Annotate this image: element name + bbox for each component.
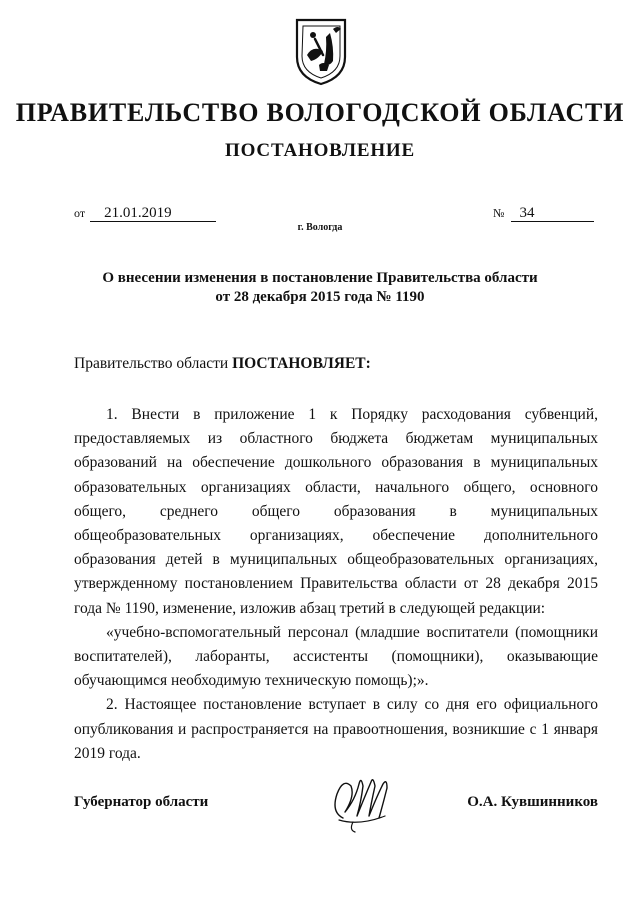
document-number: 34 xyxy=(511,205,594,222)
preamble-decree: ПОСТАНОВЛЯЕТ: xyxy=(232,355,371,372)
signature-block xyxy=(74,784,598,854)
city: г. Вологда xyxy=(297,222,343,233)
number-line xyxy=(493,205,594,222)
paragraph-1: 1. Внести в приложение 1 к Порядку расходования субвенций, предоставляемых из областного бюджета бюджетам муниципальных образований на обеспечение дошкольного образования в муниципальных образовательных организациях области, начального общего, основного общего, среднего общего образования в муниципальных общеобразовательных организациях, обеспечение дополнительного образования детей в муниципальных общеобразовательных организациях, утвержденному постановлением Правительства области от 28 декабря 2015 года № 1190, изменение, изложив абзац третий в следующей редакции: xyxy=(74,406,598,617)
date-line xyxy=(74,205,216,222)
document-title-line-2: от 28 декабря 2015 года № 1190 xyxy=(215,289,425,305)
paragraph-2: 2. Настоящее постановление вступает в силу со дня его официального опубликования и распространяется на правоотношения, возникшие с 1 января 2019 года. xyxy=(74,696,598,762)
document-body xyxy=(74,403,598,766)
paragraph-quote: «учебно-вспомогательный персонал (младшие воспитатели (помощники воспитателей), лаборанты, ассистенты (помощники), оказывающие обучающимся необходимую техническую помощь);». xyxy=(74,623,598,690)
document-date: 21.01.2019 xyxy=(90,205,216,222)
document-title-line-1: О внесении изменения в постановление Правительства области xyxy=(102,270,538,286)
preamble-text: Правительство области xyxy=(74,355,229,372)
document-title xyxy=(0,269,640,307)
signer-name: О.А. Кувшинников xyxy=(467,794,598,810)
handwritten-signature-icon xyxy=(329,772,391,836)
coat-of-arms-icon xyxy=(293,17,349,87)
government-name: ПРАВИТЕЛЬСТВО ВОЛОГОДСКОЙ ОБЛАСТИ xyxy=(15,98,625,127)
date-label: от xyxy=(74,206,86,220)
preamble xyxy=(74,355,371,373)
number-label: № xyxy=(493,206,505,220)
signer-title: Губернатор области xyxy=(74,794,209,810)
document-type: ПОСТАНОВЛЕНИЕ xyxy=(225,140,415,161)
